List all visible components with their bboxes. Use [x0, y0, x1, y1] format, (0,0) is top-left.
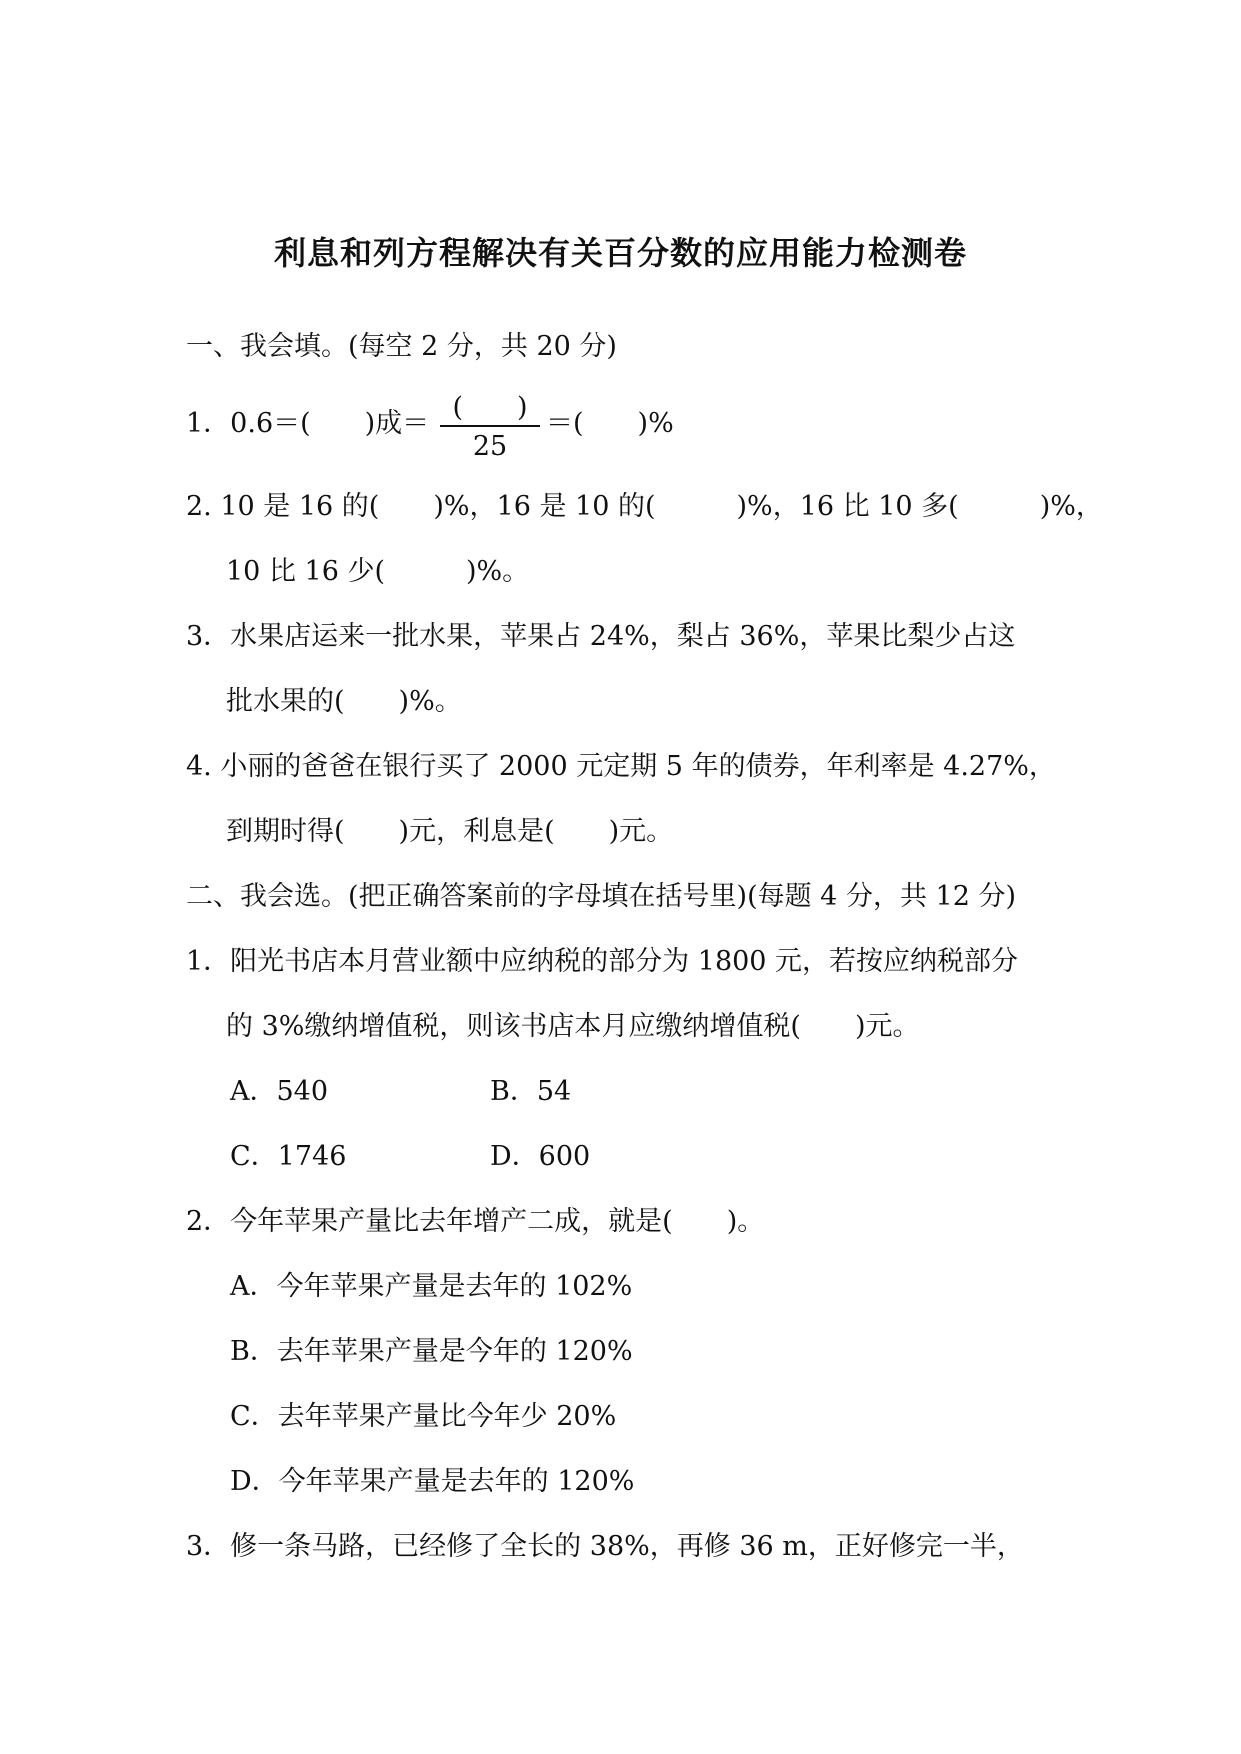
option-2-1-a[interactable]: A．540: [230, 1076, 329, 1107]
section-2-heading: 二、我会选。(把正确答案前的字母填在括号里)(每题 4 分，共 12 分): [186, 881, 1016, 912]
question-2-3-line1: 3．修一条马路，已经修了全长的 38%，再修 36 m，正好修完一半，: [186, 1531, 1024, 1562]
question-1-2-line1: 2. 10 是 16 的( )%，16 是 10 的( )%，16 比 10 多( )%，: [186, 491, 1103, 522]
fraction: [436, 385, 544, 465]
option-2-2-b[interactable]: B．去年苹果产量是今年的 120%: [230, 1336, 633, 1367]
option-2-2-d[interactable]: D．今年苹果产量是去年的 120%: [230, 1466, 635, 1497]
question-1-3-line2: 批水果的( )%。: [226, 686, 462, 717]
fraction-denominator: 25: [472, 431, 508, 462]
option-2-1-b[interactable]: B．54: [490, 1076, 572, 1107]
question-1-2-line2: 10 比 16 少( )%。: [226, 556, 530, 587]
question-1-3-line1: 3．水果店运来一批水果，苹果占 24%，梨占 36%，苹果比梨少占这: [186, 621, 1016, 652]
question-1-4-line2: 到期时得( )元，利息是( )元。: [226, 816, 674, 847]
option-2-2-c[interactable]: C．去年苹果产量比今年少 20%: [230, 1401, 617, 1432]
question-1-1-part2: ＝( )%: [546, 408, 674, 439]
fraction-numerator-blank[interactable]: ( ): [452, 392, 528, 423]
section-1-heading: 一、我会填。(每空 2 分，共 20 分): [186, 331, 617, 362]
question-1-4-line1: 4. 小丽的爸爸在银行买了 2000 元定期 5 年的债券，年利率是 4.27%，: [186, 751, 1056, 782]
question-2-1-line1: 1．阳光书店本月营业额中应纳税的部分为 1800 元，若按应纳税部分: [186, 946, 1019, 977]
option-2-2-a[interactable]: A．今年苹果产量是去年的 102%: [230, 1271, 633, 1302]
question-1-1-part1: 1．0.6＝( )成＝: [186, 408, 430, 439]
option-2-1-d[interactable]: D．600: [490, 1141, 591, 1172]
question-2-1-line2: 的 3%缴纳增值税，则该书店本月应缴纳增值税( )元。: [226, 1011, 920, 1042]
question-2-2-line1: 2．今年苹果产量比去年增产二成，就是( )。: [186, 1206, 765, 1237]
option-2-1-c[interactable]: C．1746: [230, 1141, 347, 1172]
fraction-bar: [440, 425, 540, 427]
page-title: 利息和列方程解决有关百分数的应用能力检测卷: [273, 234, 967, 272]
